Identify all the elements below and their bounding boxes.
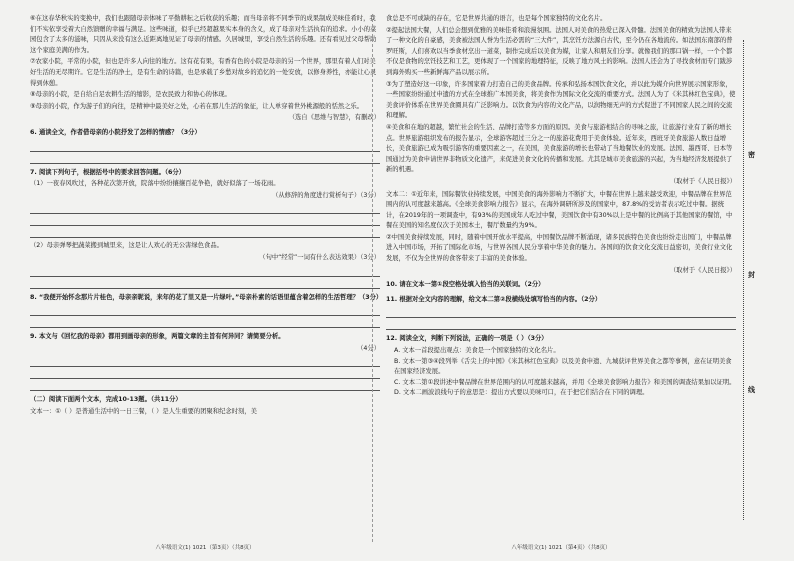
answer-line[interactable] — [30, 316, 380, 328]
paragraph: ⑧母亲的小院，是自给自足农耕生活的缩影，是农民致力和协心的体现。 — [30, 91, 231, 99]
page-left — [30, 14, 383, 552]
source-note: （选自《思维与智慧》，有删改） — [288, 114, 380, 122]
option-b[interactable]: B. 文本一第③④段列举《舌尖上的中国》《米其林红色宝典》以及美食申遗、九城获评世界美食之都等事例，意在证明美食在国家经济发展。 — [394, 357, 732, 376]
answer-line[interactable] — [30, 214, 380, 226]
question-7-1-note: （从修辞的角度进行赏析句子）（3分） — [272, 191, 380, 199]
answer-line[interactable] — [30, 265, 380, 277]
paragraph: ⑥在这春华秋实的变换中，我们也跟随母亲体味了平勤耕耘之后收获的乐趣；而当母亲将不同季节的成果制成美味佳肴时，我们不实依享受着大自然馈赠的幸福与满足。这些味道，似乎已经超越果实本身的含义，成了母亲对生活执有的追求。小小的菜园包含了太多的滋味，只因从来没有这么近距离地见证了母亲的情感。久居城里，享受自然生活的乐趣。还有看见过父母帮助这个家庭美满的作为。 — [30, 15, 377, 54]
paragraph: ③为了塑造好这一印象，许多国家着力打造自己的美食品牌。传承和弘扬本国饮食文化，并以此为媒介向世界展示国家形象，一些国家纷纷通过申遗的方式在全球推广本国美食，将美食作为国际文化交流的重要方式。法国人为了《米其林红色宝典》，使美食评价体系在世界美食圈具有广泛影响力。以饮食为内容的文化产品，以润物细无声的方式促进了不同国家人民之间的交流和理解。 — [386, 80, 736, 120]
section-2-heading: （二）阅读下面两个文本，完成10-13题。（共11分） — [30, 396, 182, 404]
binding-line — [743, 40, 745, 520]
page-footer: 八年级语文(1) 1021（第4页）（共8页） — [511, 545, 611, 552]
binding-label-mi: 密 — [748, 151, 755, 159]
text1-start: 文本一：①（ ）是普通生活中的一日三餐，（ ）是人生重要的团聚和纪念时刻，美 — [30, 407, 257, 415]
answer-line[interactable] — [30, 277, 380, 289]
question-8: 8. “我便开始怀念那片片桂色，母亲亲昵说，来年的花了里又是一片绿叶。”母亲朴素的话语里蕴含着怎样的生活哲理？（3分） — [30, 293, 383, 301]
source-note: （取材于《人民日报》） — [669, 177, 736, 185]
paragraph: ⑨母亲的小院，作为游子们的向往，是精神中最美好之处，心若在那儿生活的象征，让人单穿着世外桃源般的恬然之乐。 — [30, 102, 364, 110]
answer-line[interactable] — [30, 226, 380, 238]
text2-paragraph: 文本二：①近年来，国际餐饮业持续发展，中国美食的海外影响力不断扩大，中餐在世界上越来越受欢迎，中餐品牌在世界范围内的认可度越来越高。《全球美食影响力报告》显示，在海外调研所涉及的国家中，87.8%的受访者表示吃过中餐。据统计，在2019年的一项调查中，有93%的美国成年人吃过中餐，美国饮食中有30%以上是中餐的比例高于其他国家的餐馆，中餐在美国的知名度仅次于美国本土，餐厅数量约为9%。 — [386, 190, 733, 230]
question-10: 10. 请在文本一第①段空格处填入恰当的关联词。（2分） — [386, 281, 545, 289]
answer-line[interactable] — [30, 140, 380, 152]
option-d[interactable]: D. 文本二画波浪线句子的意思是：提出方式要以美味可口，在于把它们结合在下同的调理。 — [394, 389, 649, 397]
option-c[interactable]: C. 文本二第①段讲述中餐品牌在世界范围内的认可度越来越高，并用《全球美食影响力报告》和美国的调查结果加以证明。 — [394, 378, 736, 386]
question-12: 12. 阅读全文，判断下列说法，正确的一项是（ ）（3分） — [386, 335, 548, 343]
answer-line[interactable] — [386, 318, 736, 330]
answer-line[interactable] — [30, 367, 380, 379]
question-7-1: （1）一夜春风吹过，各种花次第开放，院落中纷纷攘攘百花争艳，就好似落了一场花雨。 — [30, 180, 280, 188]
page-divider — [372, 14, 374, 542]
answer-line[interactable] — [30, 202, 380, 214]
paragraph: ④美食和在地的超越，繁忙社会的生活、品牌打造等多方面的原因。美食与旅游相结合的寻味之旅，让旅游行业有了新的增长点。世界旅游组织发布的报告显示，全球游客超过三分之一的旅游花费用于美食体验。近年来，西班牙美食旅游人数日益增长，美食旅游已成为吸引游客的重要因素之一，在美国，美食旅游的增长也带动了当地餐饮业的发展。法国、墨西哥、日本等国通过为美食申请世界非物质文化遗产，来促进美食文化的传播和发展。尤其是城市美食旅游的兴起，为当地经济发展提供了新的机遇。 — [386, 123, 733, 174]
question-7-2-note: （句中“经常”一词有什么表达效果）（3分） — [259, 253, 380, 261]
source-note: （取材于《人民日报》） — [669, 266, 736, 274]
question-11: 11. 根据对全文内容的理解，给文本二第②段横线处填写恰当的内容。（2分） — [386, 295, 602, 303]
paragraph: 食总是不可或缺的存在，它是世界共通的语言，也是每个国家独特的文化名片。 — [386, 15, 607, 22]
answer-line[interactable] — [30, 355, 380, 367]
option-a[interactable]: A. 文本一首段提出观点：美食是一个国家独特的文化名片。 — [394, 347, 560, 355]
question-6: 6. 通读全文，作者借母亲的小院抒发了怎样的情感？（3分） — [30, 128, 201, 136]
answer-line[interactable] — [30, 152, 380, 164]
answer-line[interactable] — [386, 306, 736, 318]
answer-line[interactable] — [30, 379, 380, 391]
text2-paragraph: ②中国美食持续发展，同时，随着中国开放水平提高，中国餐饮品牌不断涌现，诸多民族特色美食也纷纷走出国门，中餐品牌进入中国市场，开拓了国际化市场，与世界各国人民分享着中华美食的魅力。各国间的饮食文化交流日益密切，美食行业文化发展，不仅为全世界的食客带来了丰富的美食体验。 — [386, 233, 733, 263]
answer-line[interactable] — [30, 304, 380, 316]
question-7-2: （2）母亲弹琴把蔬菜搬到城里来，这是让人欢心的无公害绿色食品。 — [30, 242, 223, 250]
question-9: 9. 本文与《回忆我的母亲》都用到画母亲的形象，两篇文章的主旨有何异同？请简要分析。 — [30, 333, 285, 341]
question-7: 7. 阅读下列句子，根据括号中的要求回答问题。（6分） — [30, 168, 186, 176]
paragraph: ⑦农家小院，平常的小院，但也是许多人向往的地方。这有花有果，有香有色的小院是母亲的另一个世界，那里有着人们对美好生活的无尽期许。它是生活的净土，是有生命的诗篇，也是承载了乡愁对故乡的追忆的一处安放，以修身养性，亦能让心灵得到休憩。 — [30, 58, 377, 87]
page-right — [386, 14, 736, 552]
page-footer: 八年级语文(1) 1021（第3页）（共8页） — [155, 545, 255, 552]
binding-label-feng: 封 — [748, 271, 755, 279]
binding-label-xian: 线 — [748, 386, 755, 394]
paragraph: ②提起法国大餐，人们总会想到优雅的美味佳肴和浪漫氛围。法国人对美食的热爱已深入骨髓。法国美食的精致为法国人带来了一种文化的自豪感，美食被法国人誉为生活必需的“三大件”，其烹饪方法源自古代，至今仍在各地流传。如法国东南部的普罗旺斯，人们喜欢以当季食材烹出一道菜，制作完成后以美食为媒，让家人和朋友们分享。就像我们的那口锅一样，一个个都不仅是食物的烹饪技艺和工艺，更体现了一个国家的地理特征，反映了地方风土的影响。法国人还会为了寻找食材而专门跋涉到海外购买一些新鲜海产品以展示所。 — [386, 26, 733, 76]
question-9-score: （4分） — [357, 344, 380, 352]
